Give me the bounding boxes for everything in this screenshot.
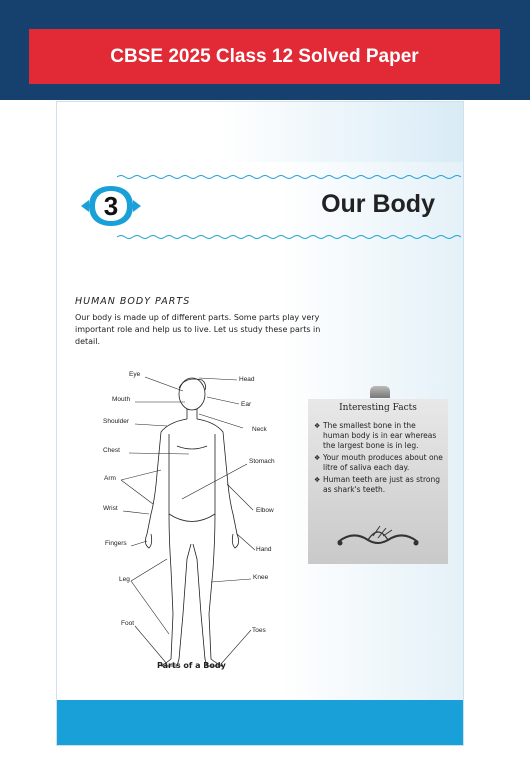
label-toes: Toes: [252, 627, 266, 634]
label-neck: Neck: [252, 426, 267, 433]
label-eye: Eye: [129, 371, 141, 378]
chapter-number: 3: [103, 190, 119, 221]
label-ear: Ear: [241, 401, 252, 408]
label-shoulder: Shoulder: [103, 418, 130, 425]
ornament-icon: [328, 522, 428, 552]
label-elbow: Elbow: [256, 507, 274, 514]
body-figure-illustration: [57, 364, 307, 684]
fact-item: ❖ Human teeth are just as strong as shark's teeth.: [314, 475, 441, 494]
diamond-bullet-icon: ❖: [314, 422, 321, 430]
label-stomach: Stomach: [249, 458, 275, 465]
diagram-caption: Parts of a Body: [157, 661, 226, 670]
chapter-title: Our Body: [321, 190, 435, 218]
diamond-bullet-icon: ❖: [314, 476, 321, 484]
label-knee: Knee: [253, 574, 269, 581]
chapter-number-badge: [81, 184, 141, 228]
label-chest: Chest: [103, 447, 120, 454]
label-leg: Leg: [119, 576, 130, 583]
section-title: HUMAN BODY PARTS: [75, 296, 191, 307]
label-wrist: Wrist: [103, 505, 118, 512]
wave-line-bottom: [117, 234, 463, 240]
wave-line-top: [117, 174, 463, 180]
diamond-bullet-icon: ❖: [314, 454, 321, 462]
book-page: [56, 101, 464, 746]
label-head: Head: [239, 376, 255, 383]
label-foot: Foot: [121, 620, 135, 627]
fact-item: ❖ Your mouth produces about one litre of saliva each day.: [314, 453, 443, 472]
section-intro: Our body is made up of different parts. Some parts play very important role and help us to live. Let us study these parts in detail.: [75, 313, 321, 346]
page-top-shade: [57, 102, 463, 162]
label-arm: Arm: [104, 475, 116, 482]
body-diagram: [57, 364, 307, 684]
facts-box-knob: [370, 386, 390, 398]
page-bottom-bar: [57, 700, 463, 745]
facts-box: [308, 399, 448, 564]
fact-item: ❖ The smallest bone in the human body is in ear whereas the largest bone is in leg.: [314, 421, 437, 450]
banner-title: CBSE 2025 Class 12 Solved Paper: [29, 29, 500, 84]
facts-title: Interesting Facts: [339, 403, 417, 413]
label-hand: Hand: [256, 546, 272, 553]
label-mouth: Mouth: [112, 396, 131, 403]
facts-list: [314, 421, 444, 497]
label-fingers: Fingers: [105, 540, 127, 547]
